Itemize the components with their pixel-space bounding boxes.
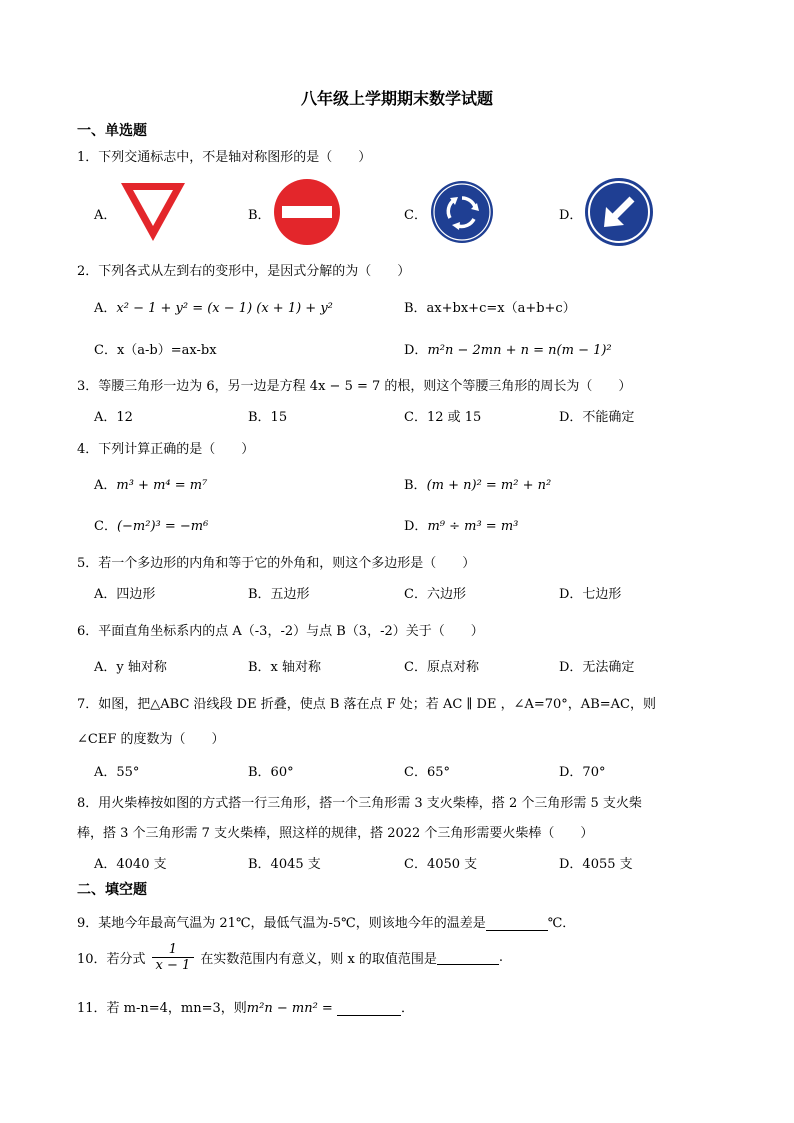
question-10 [77, 942, 503, 973]
q8-option-d: D．4055 支 [559, 857, 633, 872]
q3-option-a: A．12 [94, 410, 133, 425]
q4-option-c-formula: (−m²)³ = −m⁶ [116, 519, 209, 534]
q4-option-d [404, 515, 518, 534]
question-10-pre: 10．若分式 [77, 952, 146, 967]
q10-fraction-numerator: 1 [152, 942, 195, 958]
q4-option-a-formula: m³ + m⁴ = m⁷ [116, 478, 208, 493]
q5-option-b: B．五边形 [248, 587, 310, 602]
q8-option-b: B．4045 支 [248, 857, 321, 872]
q4-option-b [404, 474, 551, 493]
q4-option-c-label: C． [94, 519, 117, 534]
q3-option-d: D．不能确定 [559, 410, 635, 425]
q3-option-b: B．15 [248, 410, 288, 425]
keep-left-arrow-sign-icon [584, 177, 654, 247]
question-7-stem-line-2: ∠CEF 的度数为（ ） [77, 732, 225, 747]
no-entry-sign-icon [273, 178, 341, 246]
q8-option-a: A．4040 支 [94, 857, 167, 872]
q4-option-b-formula: (m + n)² = m² + n² [426, 478, 552, 493]
q4-option-a-label: A． [94, 478, 117, 493]
q6-option-a: A．y 轴对称 [94, 660, 167, 675]
q4-option-b-label: B． [404, 478, 427, 493]
page-title: 八年级上学期期末数学试题 [300, 89, 493, 108]
q7-option-b: B．60° [248, 765, 294, 780]
question-8-stem-line-1: 8．用火柴棒按如图的方式搭一行三角形，搭一个三角形需 3 支火柴棒，搭 2 个三角形需 5 支火柴 [77, 796, 642, 811]
q1-option-c-label: C． [404, 208, 427, 223]
q10-fraction-denominator: x − 1 [155, 958, 191, 973]
q6-option-d: D．无法确定 [559, 660, 635, 675]
q5-option-c: C．六边形 [404, 587, 466, 602]
question-9 [77, 912, 575, 931]
section-heading-single-choice: 一、单选题 [77, 123, 147, 139]
question-11-pre: 11．若 m-n=4，mn=3，则 [77, 1001, 247, 1016]
q6-option-b: B．x 轴对称 [248, 660, 322, 675]
section-heading-fill-blank: 二、填空题 [77, 882, 147, 898]
question-7-stem-line-1: 7．如图，把△ABC 沿线段 DE 折叠，使点 B 落在点 F 处；若 AC ∥ DE ，∠A=70°，AB=AC，则 [77, 697, 656, 712]
q2-option-a [94, 297, 333, 316]
q7-option-c: C．65° [404, 765, 450, 780]
q10-fraction [152, 942, 195, 973]
question-3-stem: 3．等腰三角形一边为 6，另一边是方程 4x − 5 = 7 的根，则这个等腰三角形的周长为（ ） [77, 379, 632, 394]
question-4-stem: 4．下列计算正确的是（ ） [77, 442, 255, 457]
question-8-stem-line-2: 棒，搭 3 个三角形需 7 支火柴棒，照这样的规律，搭 2022 个三角形需要火柴棒（ ） [77, 826, 594, 841]
question-11 [77, 997, 414, 1016]
q2-option-c: C．x（a-b）=ax-bx [94, 343, 217, 358]
q6-option-c: C．原点对称 [404, 660, 479, 675]
q2-option-d-label: D． [404, 343, 428, 358]
q7-option-d: D．70° [559, 765, 606, 780]
q8-option-c: C．4050 支 [404, 857, 478, 872]
question-1-stem: 1．下列交通标志中，不是轴对称图形的是（ ） [77, 150, 372, 165]
q1-option-b-label: B． [248, 208, 271, 223]
question-5-stem: 5．若一个多边形的内角和等于它的外角和，则这个多边形是（ ） [77, 556, 476, 571]
q5-option-a: A．四边形 [94, 587, 156, 602]
q4-option-d-label: D． [404, 519, 428, 534]
question-6-stem: 6．平面直角坐标系内的点 A（-3，-2）与点 B（3，-2）关于（ ） [77, 624, 484, 639]
question-10-post: 在实数范围内有意义，则 x 的取值范围是 [200, 952, 437, 967]
q3-option-c: C．12 或 15 [404, 410, 482, 425]
q7-option-a: A．55° [94, 765, 140, 780]
q2-option-a-label: A． [94, 301, 117, 316]
q5-option-d: D．七边形 [559, 587, 622, 602]
q2-option-b: B．ax+bx+c=x（a+b+c） [404, 301, 576, 316]
question-9-tail: ℃． [547, 916, 576, 931]
q4-option-c [94, 515, 208, 534]
q9-answer-blank[interactable] [486, 916, 548, 931]
q2-option-d-formula: m²n − 2mn + n = n(m − 1)² [427, 343, 612, 358]
q4-option-d-formula: m⁹ ÷ m³ = m³ [427, 519, 519, 534]
question-11-tail: ． [400, 1001, 414, 1016]
q4-option-a [94, 474, 207, 493]
q10-answer-blank[interactable] [437, 950, 499, 965]
q2-option-a-formula: x² − 1 + y² = (x − 1) (x + 1) + y² [116, 301, 333, 316]
q2-option-d [404, 339, 612, 358]
question-2-stem: 2．下列各式从左到右的变形中，是因式分解的为（ ） [77, 264, 411, 279]
yield-sign-icon [119, 181, 187, 243]
q1-option-a-label: A． [94, 208, 117, 223]
q11-formula: m²n − mn² = [246, 1001, 333, 1016]
question-9-stem: 9．某地今年最高气温为 21℃，最低气温为-5℃，则该地今年的温差是 [77, 916, 486, 931]
roundabout-sign-icon [430, 180, 494, 244]
question-10-tail: . [498, 950, 504, 965]
q11-answer-blank[interactable] [337, 1001, 401, 1016]
q1-option-d-label: D． [559, 208, 583, 223]
